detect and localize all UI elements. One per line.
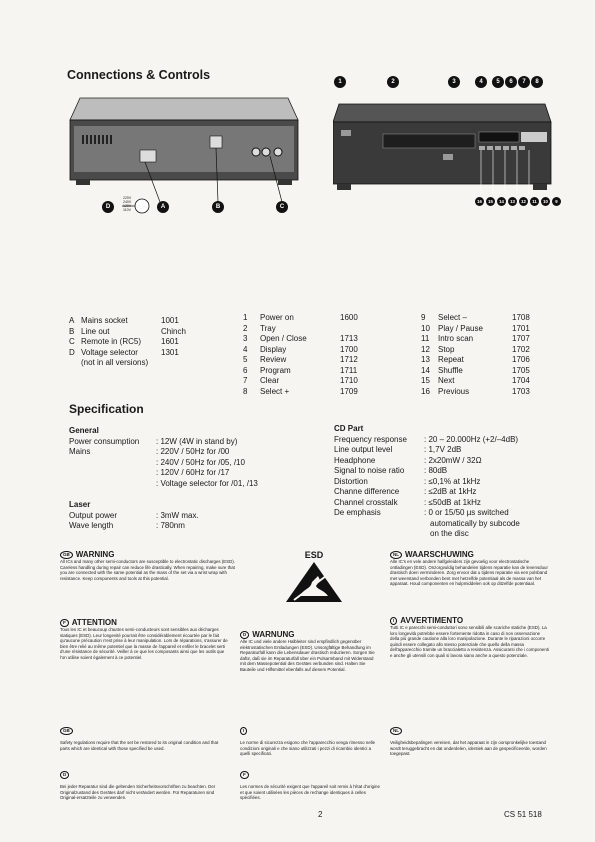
list-item: Power consumption : 12W (4W in stand by) — [69, 436, 238, 446]
connections-list — [69, 316, 186, 369]
front-callout-8: 8 — [531, 76, 543, 88]
rear-callout-b: B — [212, 201, 224, 213]
list-item: 11 Intro scan 1707 — [421, 334, 530, 343]
front-callout-9: 9 — [552, 197, 561, 206]
spec-title: Specification — [69, 402, 144, 416]
list-item: C Remote in (RC5) 1601 — [69, 337, 179, 346]
list-item: 15 Next 1704 — [421, 376, 530, 385]
warning-nl: NL WAARSCHUWING Alle IC's en vele andere halfgeleiders zijn gevoelig voor electrostatische ontladingen (ESD). Onzorgvuldig behandelen tijdens reparatie kan de levensduur drastisch doen verminderen. Zorg ervoor dat u tijdens reparatie via een polsband met weerstand verbonden bent met hetzelfde potentiaal als de massa van het apparaat. Houd componenten en hulpmiddelen ook op ditzelfde potentiaal. — [390, 550, 548, 586]
safety-i: I Le norme di sicurezza esigono che l'apparecchio venga rimesso nelle condizioni originali e che siano utilizzati i pezzi di ricambio identici a quelli specificati. — [240, 727, 376, 756]
front-callout-6: 6 — [505, 76, 517, 88]
lang-badge-i: I — [390, 617, 397, 625]
esd-warning-icon — [284, 560, 344, 604]
front-callout-1: 1 — [334, 76, 346, 88]
front-callout-13: 13 — [508, 197, 517, 206]
front-callout-14: 14 — [497, 197, 506, 206]
front-callout-3: 3 — [448, 76, 460, 88]
rear-callout-d: D — [102, 201, 114, 213]
list-item: 14 Shuffle 1705 — [421, 365, 530, 375]
list-item: Signal to noise ratio : 80dB — [334, 466, 448, 475]
spec-laser-heading: Laser — [69, 500, 91, 509]
list-item: : 240V / 50Hz for /05, /10 — [156, 457, 245, 467]
rear-callout-a: A — [157, 201, 169, 213]
list-item: 3 Open / Close 1713 — [243, 334, 358, 343]
page-title: Connections & Controls — [67, 68, 211, 82]
warning-i: I AVVERTIMENTO Tutti IC e parecchi semi-conduttori sono sensibili alle scariche statiche (ESD). La loro longevità potrebbe essere fortemente ridotta in caso di non osservazione della più grande cautione alla loro manipolazione. Durante le riparazioni occorre quindi essere collegato allo stesso potenziale che quello della massa dell'apparecchio tramite un braccialetto a resistenza. Assicurarsi che i componenti e anche gli utensili con quali si lavora siano anche a questo potenziale. — [390, 616, 549, 658]
list-item: B Line out Chinch — [69, 326, 186, 336]
lang-badge-gb: GB — [60, 551, 73, 559]
list-item: on the disc — [430, 529, 469, 538]
controls-list-left — [243, 313, 358, 397]
voltage-selector-labels: 220V 240V 120V 110V — [123, 196, 132, 212]
page-number: 2 — [318, 810, 323, 819]
list-item: automatically by subcode — [430, 518, 520, 528]
list-item: 10 Play / Pause 1701 — [421, 323, 530, 333]
front-callout-7: 7 — [518, 76, 530, 88]
warning-f: F ATTENTION Tous les IC et beaucoup d'autres semi-conducteurs sont sensibles aux décharges statiques (ESD). Leur longevité pourrait être considérablement écourtée par le fait qu'aucune précaution n'est prise à leur manipulation. Lors de réparations, s'assurer de bien être relié au même potentiel que la masse de l'appareil et enfiler le bracelet serti d'une résistance de sécurité. Veiller à ce que les composants ainsi que les outils que l'on utilise soient également à ce potentiel. — [60, 618, 228, 660]
front-panel-illustration — [333, 90, 553, 208]
lang-badge-i: I — [240, 727, 247, 735]
spec-general — [69, 426, 258, 489]
list-item: Mains : 220V / 50Hz for /00 — [69, 447, 230, 456]
lang-badge-nl: NL — [390, 727, 402, 735]
list-item: Channe difference : ≤2dB at 1kHz — [334, 487, 477, 496]
list-item: 8 Select + 1709 — [243, 386, 358, 396]
safety-nl: NL Veiligheidsbepalingen vereisen, dat het apparaat in zijn oorspronkelijke toestand wordt teruggebracht en dat onderdelen, identiek aan de gespecificeerde, worden toegepast. — [390, 727, 547, 756]
front-callout-16: 16 — [475, 197, 484, 206]
list-item: 12 Stop 1702 — [421, 344, 530, 354]
safety-gb: GB Safety regulations require that the set be restored to its original condition and that parts which are identical with those specified be used. — [60, 727, 219, 751]
lang-badge-d: D — [60, 771, 69, 779]
warning-d: D WARNUNG Alle IC und viele andere Halbleiter sind empfindlich gegenüber elektrostatischen Entladungen (ESD). Unsorgfältige Behandlung im Reparaturfall kann die Lebensdauer drastisch reduzieren. Sorgen Sie dafür, daß sie im Reparaturfall über ein Pulsarmband mit Widerstand mit dem Massepotential des Gerätes verbunden sind. Halten Sie Bauteile und Hilfsmittel ebenfalls auf diesem Potential. — [240, 630, 375, 672]
safety-d: D Bei jeder Reparatur sind die geltenden Sicherheitsvorschriften zu beachten. Der Originalzustand des Gerätes darf nicht verändert werden. Für Reparaturen sind Original-ersatzteile zu verwenden. — [60, 771, 216, 800]
list-item: Headphone : 2x20mW / 32Ω — [334, 455, 482, 465]
rear-callout-c: C — [276, 201, 288, 213]
lang-badge-nl: NL — [390, 551, 402, 559]
list-item: Output power : 3mW max. — [69, 510, 199, 520]
spec-general-heading: General — [69, 426, 99, 435]
list-item: 7 Clear 1710 — [243, 376, 358, 385]
list-item: Distortion : ≤0,1% at 1kHz — [334, 476, 481, 486]
list-item: Line output level : 1,7V 2dB — [334, 445, 462, 454]
safety-f: F Les normes de sécurité exigent que l'appareil soit remis à l'état d'origine et que soient utilisées les pièces de rechange identiques à celles spécifiées. — [240, 771, 380, 800]
lang-badge-d: D — [240, 631, 249, 639]
front-callout-4: 4 — [475, 76, 487, 88]
list-item: 2 Tray — [243, 323, 276, 333]
list-item: 6 Program 1711 — [243, 365, 358, 375]
list-item: Channel crosstalk : ≤50dB at 1kHz — [334, 497, 481, 507]
front-callout-15: 15 — [486, 197, 495, 206]
list-item: 4 Display 1700 — [243, 344, 358, 354]
front-callout-5: 5 — [492, 76, 504, 88]
spec-cd-heading: CD Part — [334, 424, 364, 433]
list-item: D Voltage selector 1301 — [69, 347, 179, 357]
rear-panel-illustration — [60, 90, 310, 220]
list-item: 16 Previous 1703 — [421, 386, 530, 396]
lang-badge-f: F — [240, 771, 249, 779]
esd-symbol: ESD — [284, 550, 344, 609]
warning-gb: GB WARNING All ICs and many other semi-conductors are susceptible to electrostatic discharges (ESD). Careless handling during repair can reduce life drastically. When repairing, make sure that you are connected with the same potential as the mass of the set via a wrist wrap with resistance. Keep components and tools at this potential. — [60, 550, 235, 581]
list-item: Frequency response : 20 – 20.000Hz (+2/–4dB) — [334, 434, 519, 444]
document-code: CS 51 518 — [504, 810, 542, 819]
front-callout-10: 10 — [541, 197, 550, 206]
lang-badge-gb: GB — [60, 727, 73, 735]
list-item: Wave length : 780nm — [69, 521, 185, 530]
list-item: De emphasis : 0 or 15/50 µs switched — [334, 508, 509, 517]
list-item: 9 Select – 1708 — [421, 313, 530, 322]
connections-note: (not in all versions) — [81, 358, 149, 367]
controls-list-right — [421, 313, 530, 397]
front-callout-11: 11 — [530, 197, 539, 206]
list-item: : Voltage selector for /01, /13 — [156, 478, 258, 488]
list-item: 1 Power on 1600 — [243, 313, 358, 322]
front-callout-12: 12 — [519, 197, 528, 206]
list-item: : 120V / 60Hz for /17 — [156, 468, 230, 477]
list-item: 13 Repeat 1706 — [421, 355, 530, 364]
list-item: 5 Review 1712 — [243, 355, 358, 364]
front-callout-2: 2 — [387, 76, 399, 88]
list-item: A Mains socket 1001 — [69, 316, 179, 325]
spec-cd — [334, 424, 520, 540]
lang-badge-f: F — [60, 619, 69, 627]
spec-laser — [69, 500, 199, 532]
